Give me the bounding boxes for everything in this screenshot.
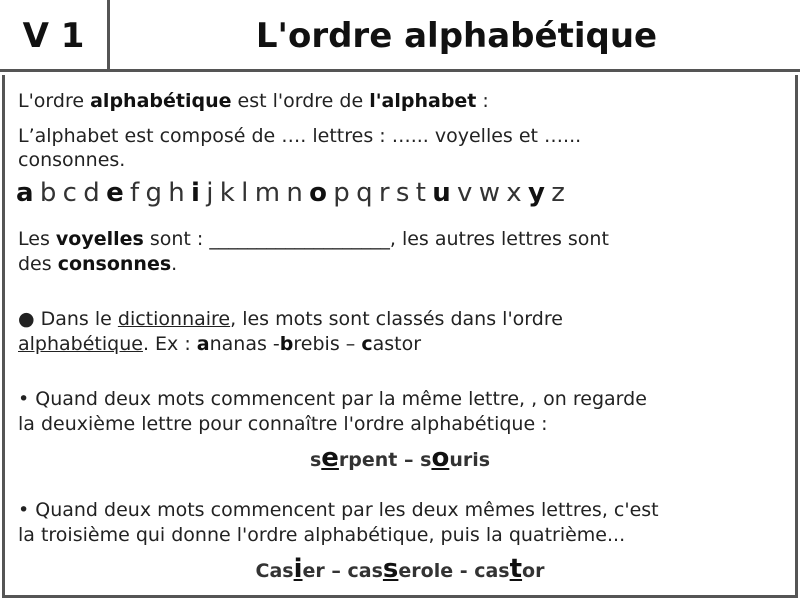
- alphabet-row: [16, 177, 571, 209]
- consonants-bold: consonnes: [57, 253, 172, 275]
- intro-bold-alphabetique: alphabétique: [90, 90, 232, 112]
- alphabet-letter-y: y: [527, 178, 545, 208]
- highlight-letter: s: [382, 554, 399, 584]
- highlight-letter: e: [321, 443, 339, 473]
- highlight-letter: t: [509, 554, 523, 584]
- example-part: c: [361, 333, 373, 355]
- intro-text: :: [476, 90, 489, 112]
- rule-second-letter-2: la deuxième lettre pour connaître l'ordre alphabétique :: [18, 413, 548, 435]
- alphabet-letter-q: q: [356, 178, 373, 208]
- rule-dictionary: [18, 308, 785, 331]
- alphabet-letter-l: l: [241, 178, 249, 208]
- highlight-letter: i: [293, 554, 303, 584]
- alphabet-letter-f: f: [130, 178, 140, 208]
- third-letter-example: [5, 554, 795, 586]
- header: [0, 0, 800, 72]
- intro-definition: [18, 90, 785, 113]
- intro-text: est l'ordre de: [231, 90, 370, 112]
- rule1-example-words: [197, 333, 421, 355]
- rule-second-letter: • Quand deux mots commencent par la même lettre, , on regarde: [18, 388, 647, 410]
- example-part: or: [522, 560, 545, 582]
- alphabet-count-line-2: consonnes.: [18, 149, 126, 171]
- alphabet-letter-d: d: [83, 178, 100, 208]
- rule-third-letter-2: la troisième qui donne l'ordre alphabétique, puis la quatrième...: [18, 524, 626, 546]
- highlight-letter: o: [431, 443, 450, 473]
- content-panel: [2, 75, 798, 598]
- rule1-text: ● Dans le: [18, 308, 118, 330]
- alphabet-letter-b: b: [39, 178, 57, 208]
- example-part: -: [266, 333, 280, 355]
- alphabet-letter-w: w: [478, 178, 500, 208]
- alphabet-letter-z: z: [551, 178, 565, 208]
- alphabet-letter-v: v: [457, 178, 473, 208]
- second-letter-example: [5, 443, 795, 475]
- alphabet-letter-t: t: [415, 178, 426, 208]
- vowels-bold: voyelles: [55, 228, 144, 250]
- example-part: uris: [449, 449, 491, 471]
- alphabet-letter-a: a: [16, 178, 34, 208]
- rule-dictionary-example: [18, 333, 785, 356]
- intro-text: L'ordre: [18, 90, 91, 112]
- consonants-line: [18, 253, 785, 276]
- example-part: rpent – s: [338, 449, 432, 471]
- alphabet-letter-k: k: [219, 178, 235, 208]
- example-part: a: [196, 333, 210, 355]
- vowels-text: Les: [18, 228, 56, 250]
- rule1-text: , les mots sont classés dans l'ordre: [230, 308, 563, 330]
- example-part: b: [279, 333, 294, 355]
- alphabet-letter-i: i: [191, 178, 200, 208]
- alphabet-letter-n: n: [286, 178, 303, 208]
- rule1-underlined-alphabetique: alphabétique: [18, 333, 143, 355]
- alphabet-letter-g: g: [145, 178, 162, 208]
- alphabet-letter-c: c: [62, 178, 77, 208]
- alphabet-letter-x: x: [506, 178, 522, 208]
- example-part: –: [339, 333, 362, 355]
- alphabet-letter-m: m: [254, 178, 281, 208]
- example-part: astor: [372, 333, 422, 355]
- example-part: er – cas: [302, 560, 383, 582]
- alphabet-count-line: L’alphabet est composé de …. lettres : …... voyelles et …...: [18, 125, 582, 147]
- rule1-text: . Ex :: [142, 333, 197, 355]
- example-part: s: [309, 449, 322, 471]
- vowels-line: [18, 228, 785, 251]
- version-badge: V 1: [0, 0, 110, 72]
- example-part: erole - cas: [398, 560, 510, 582]
- example-part: Cas: [255, 560, 294, 582]
- consonants-text: .: [171, 253, 178, 275]
- example-part: nanas: [209, 333, 267, 355]
- alphabet-letter-p: p: [333, 178, 350, 208]
- alphabet-letter-u: u: [432, 178, 451, 208]
- alphabet-letter-h: h: [168, 178, 185, 208]
- intro-bold-alphabet: l'alphabet: [369, 90, 477, 112]
- alphabet-letter-o: o: [309, 178, 327, 208]
- alphabet-letter-s: s: [395, 178, 410, 208]
- alphabet-letter-r: r: [378, 178, 390, 208]
- rule-third-letter: • Quand deux mots commencent par les deux mêmes lettres, c'est: [18, 499, 659, 521]
- rule1-underlined-dictionnaire: dictionnaire: [117, 308, 231, 330]
- consonants-text: des: [18, 253, 58, 275]
- alphabet-letter-j: j: [206, 178, 214, 208]
- alphabet-letter-e: e: [106, 178, 124, 208]
- page-title: L'ordre alphabétique: [255, 16, 658, 56]
- example-part: rebis: [293, 333, 340, 355]
- vowels-blank: sont : ___________________, les autres lettres sont: [143, 228, 609, 250]
